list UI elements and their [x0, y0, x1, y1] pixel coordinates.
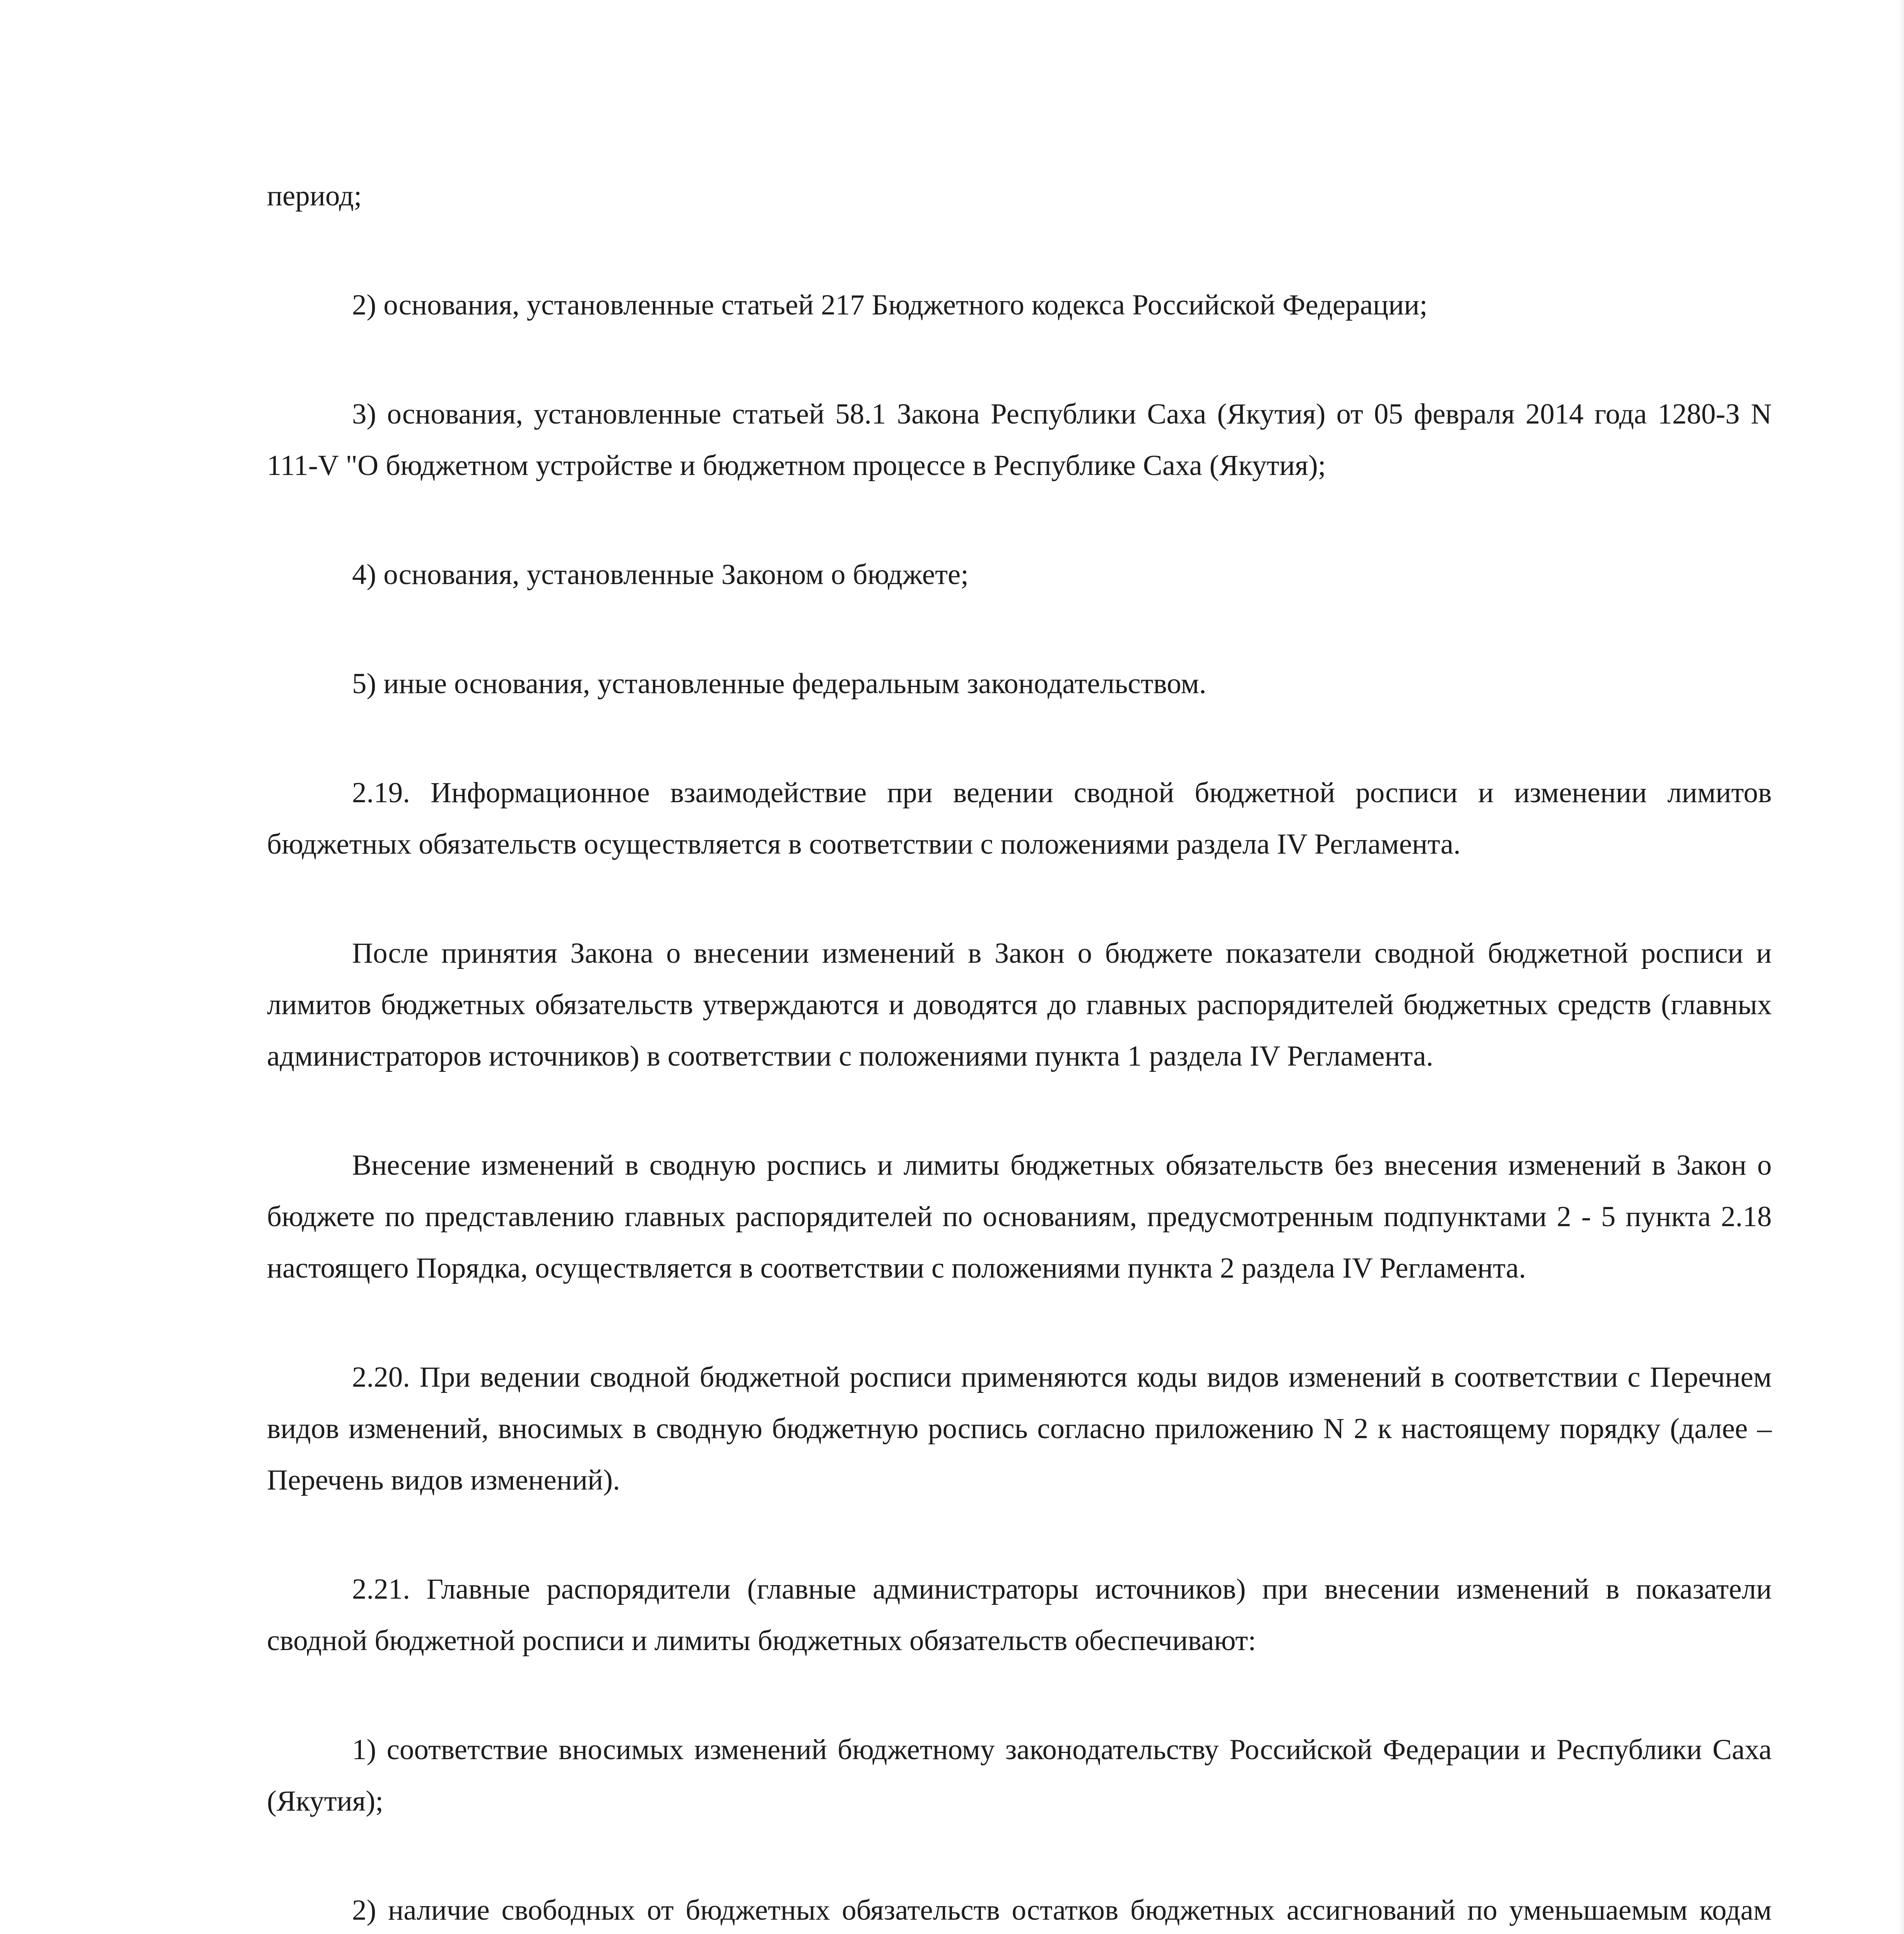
paragraph-continuation: период; — [267, 180, 362, 212]
document-body — [267, 170, 1772, 1934]
paragraph-changes-without-law: Внесение изменений в сводную роспись и лимиты бюджетных обязательств без внесения изменений в Закон о бюджете по представлению главных распорядителей по основаниям, предусмотренным подпунктами 2 - 5 пункта 2.18 настоящего Порядка, осуществляется в соответствии с положениями пункта 2 раздела IV Регламента. — [267, 1149, 1772, 1284]
paragraph-provision-1: 1) соответствие вносимых изменений бюджетному законодательству Российской Федерации и Республики Саха (Якутия); — [267, 1734, 1772, 1817]
paragraph-basis-3: 3) основания, установленные статьей 58.1 Закона Республики Саха (Якутия) от 05 февраля 2014 года 1280-З N 111-V "О бюджетном устройстве и бюджетном процессе в Республике Саха (Якутия); — [267, 398, 1772, 482]
paragraph-basis-2: 2) основания, установленные статьей 217 Бюджетного кодекса Российской Федерации; — [352, 289, 1428, 321]
paragraph-provision-2: 2) наличие свободных от бюджетных обязательств остатков бюджетных ассигнований по уменьшаемым кодам — [352, 1894, 1772, 1926]
paragraph-2-20: 2.20. При ведении сводной бюджетной росписи применяются коды видов изменений в соответствии с Перечнем видов изменений, вносимых в сводную бюджетную роспись согласно приложению N 2 к настоящему порядку (далее – Перечень видов изменений). — [267, 1361, 1772, 1496]
paragraph-2-21: 2.21. Главные распорядители (главные администраторы источников) при внесении изменений в показатели сводной бюджетной росписи и лимиты бюджетных обязательств обеспечивают: — [267, 1573, 1772, 1657]
paragraph-basis-4: 4) основания, установленные Законом о бюджете; — [352, 559, 969, 591]
paragraph-after-law: После принятия Закона о внесении изменений в Закон о бюджете показатели сводной бюджетной росписи и лимитов бюджетных обязательств утверждаются и доводятся до главных распорядителей бюджетных средств (главных администраторов источников) в соответствии с положениями пункта 1 раздела IV Регламента. — [267, 937, 1772, 1072]
paragraph-2-19: 2.19. Информационное взаимодействие при ведении сводной бюджетной росписи и изменении лимитов бюджетных обязательств осуществляется в соответствии с положениями раздела IV Регламента. — [267, 777, 1772, 860]
scan-edge-shadow — [1899, 0, 1904, 1934]
paragraph-basis-5: 5) иные основания, установленные федеральным законодательством. — [352, 668, 1207, 700]
